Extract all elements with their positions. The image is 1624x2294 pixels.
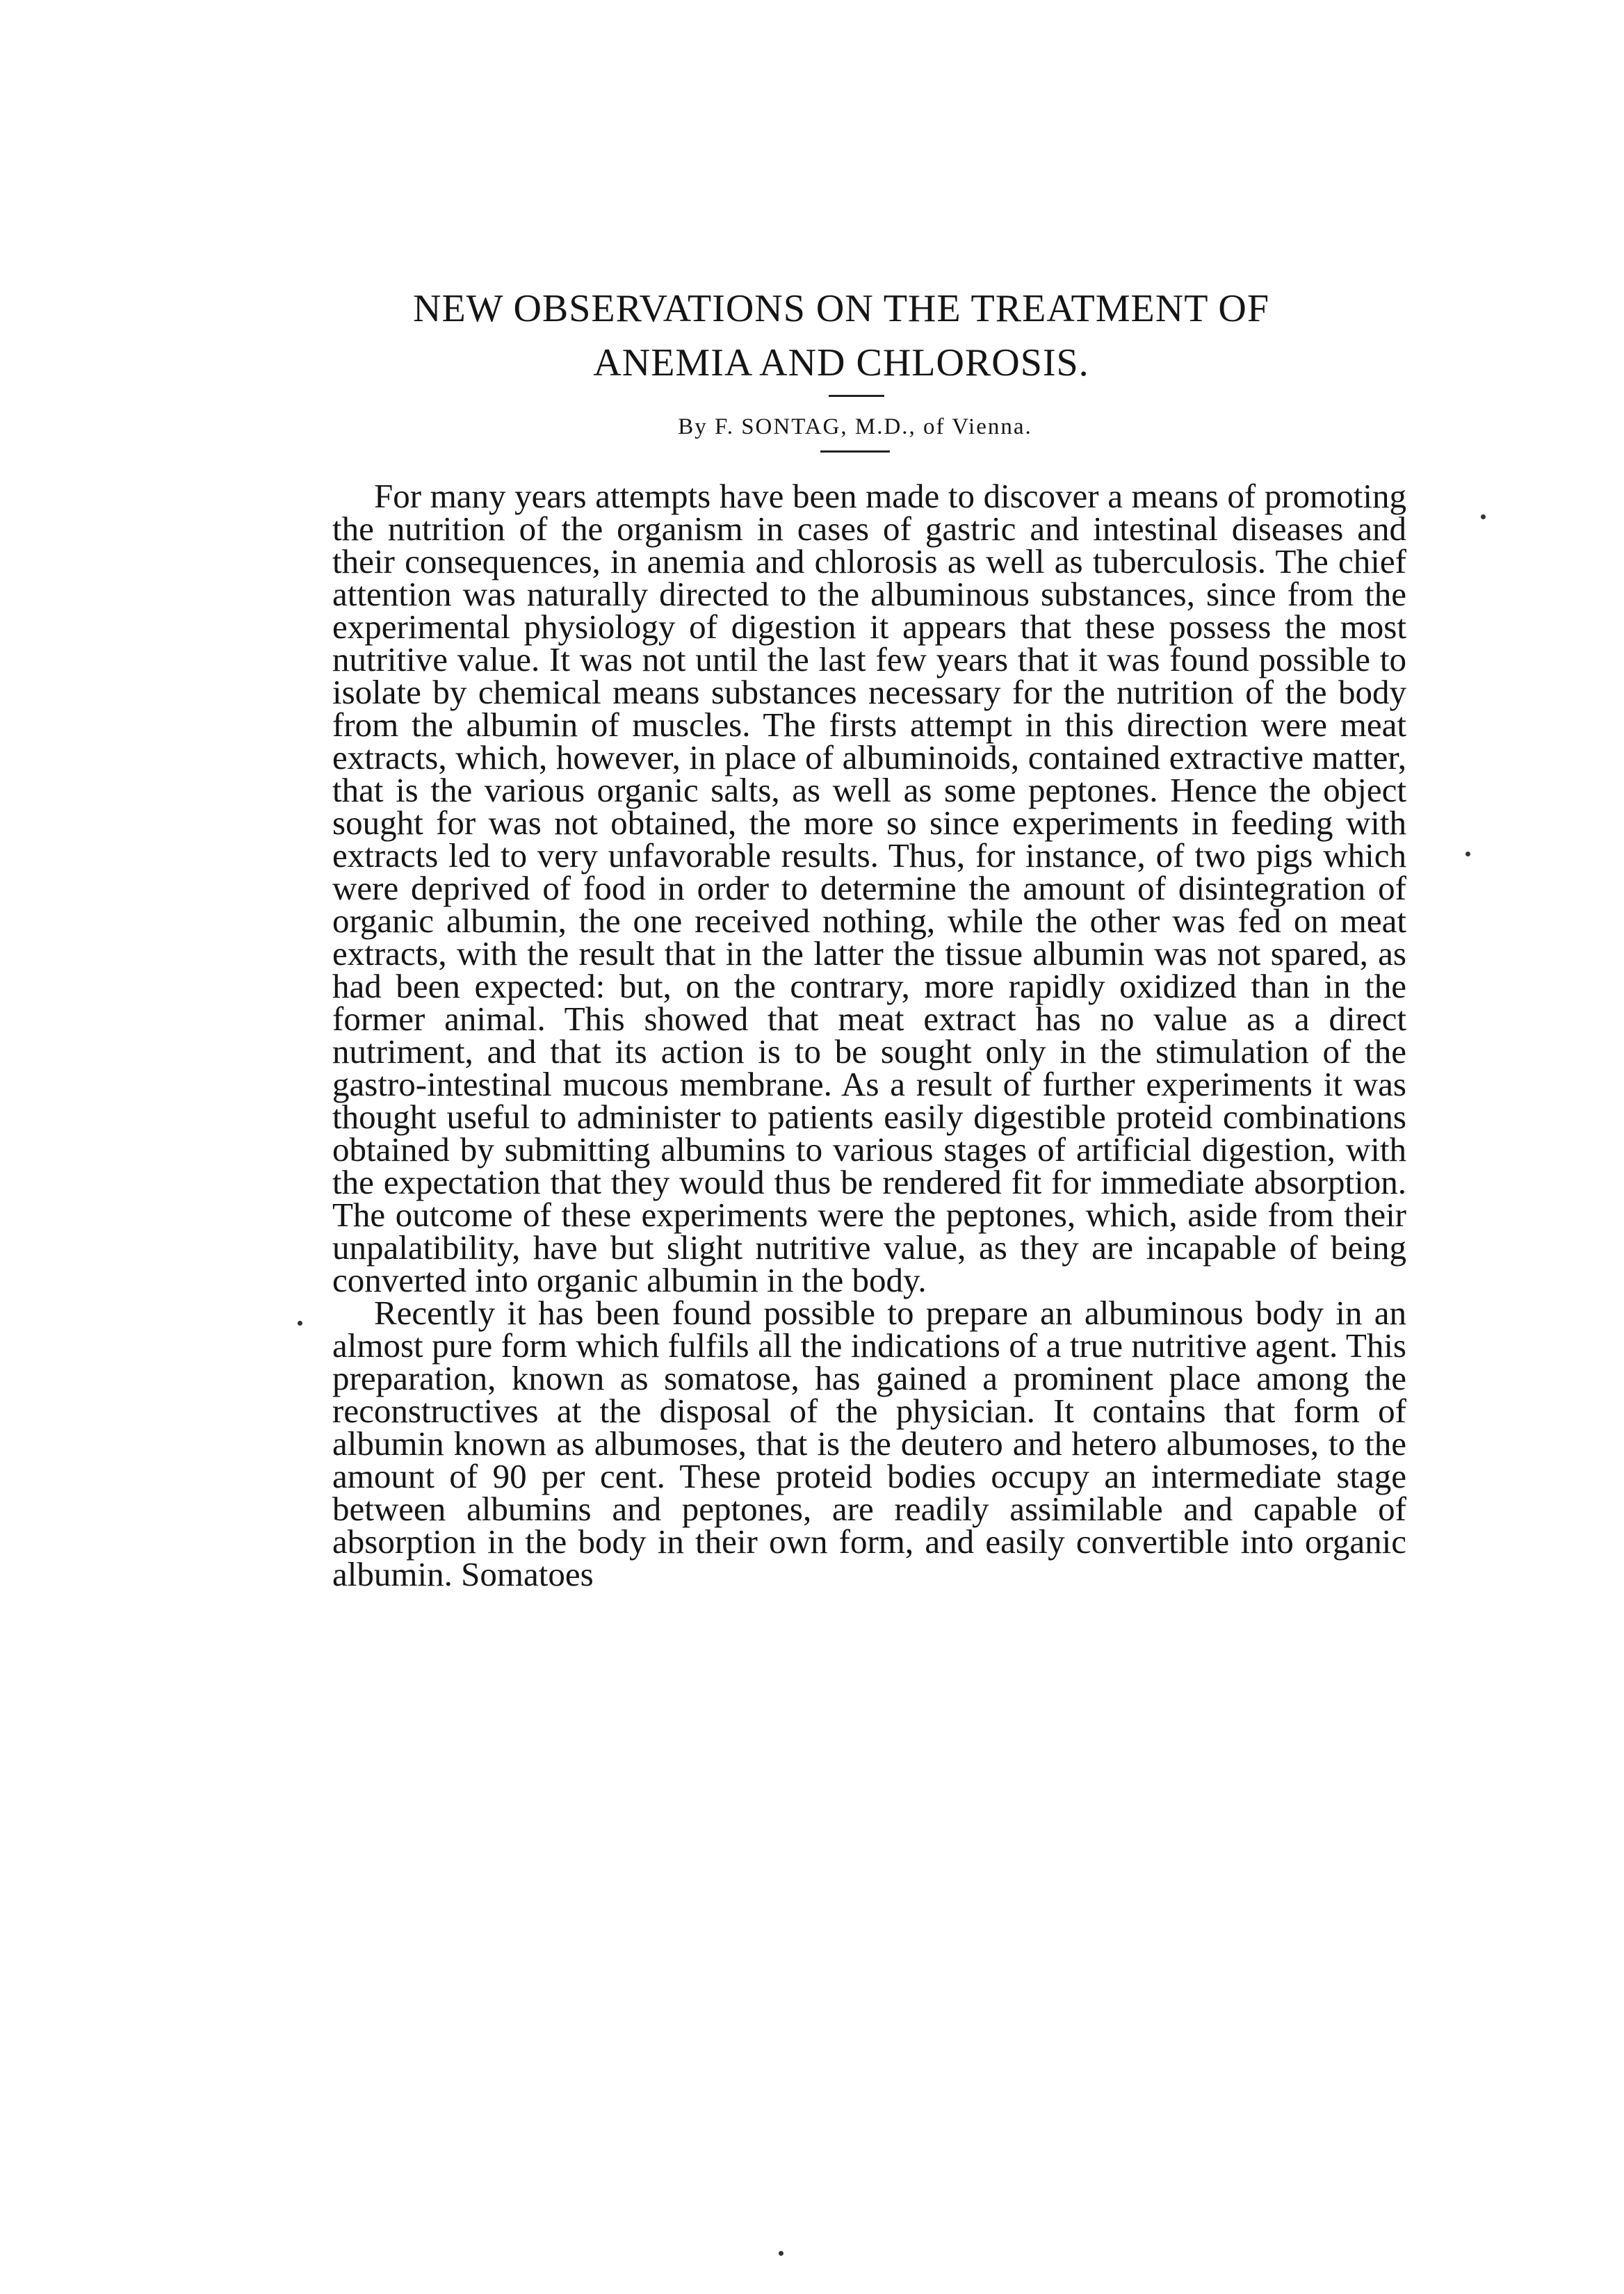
margin-speck [1465, 852, 1470, 856]
article-body [332, 477, 1406, 1593]
title-line-1: NEW OBSERVATIONS ON THE TREATMENT OF [413, 287, 1269, 330]
byline-divider [820, 450, 890, 453]
margin-speck [1481, 514, 1486, 519]
paragraph-1: For many years attempts have been made to discover a means of promoting the nutrition of the organism in cases of gastric and intestinal diseases and their consequences, in anemia and chlorosis as well as tuberculosis. The chief attention was naturally directed to the albuminous substances, since from the experimental physiology of digestion it appears that these possess the most nutritive value. It was not until the last few years that it was found possible to isolate by chemical means substances necessary for the nutrition of the body from the albumin of muscles. The firsts attempt in this direction were meat extracts, which, however, in place of albuminoids, contained extractive matter, that is the various organic salts, as well as some peptones. Hence the object sought for was not obtained, the more so since experiments in feeding with extracts led to very unfavorable results. Thus, for instance, of two pigs which were deprived of food in order to determine the amount of disintegration of organic albumin, the one received nothing, while the other was fed on meat extracts, with the result that in the latter the tissue albumin was not spared, as had been expected: but, on the contrary, more rapidly oxidized than in the former animal. This showed that meat extract has no value as a direct nutriment, and that its action is to be sought only in the stimulation of the gastro-intestinal mucous membrane. As a result of further experiments it was thought useful to administer to patients easily digestible proteid combinations obtained by submitting albumins to various stages of artificial digestion, with the expectation that they would thus be rendered fit for immediate absorption. The outcome of these experiments were the peptones, which, aside from their unpalatibility, have but slight nutritive value, as they are incapable of being converted into organic albumin in the body. [332, 477, 1406, 1299]
margin-speck [298, 1321, 302, 1326]
margin-speck [779, 2251, 783, 2256]
title-line-2: ANEMIA AND CHLOROSIS. [593, 341, 1089, 384]
article-title [278, 282, 1404, 390]
paragraph-2: Recently it has been found possible to prepare an albuminous body in an almost pure form which fulfils all the indications of a true nutritive agent. This preparation, known as somatose, has gained a prominent place among the reconstructives at the disposal of the physician. It contains that form of albumin known as albumoses, that is the deutero and hetero albumoses, to the amount of 90 per cent. These proteid bodies occupy an intermediate stage between albumins and peptones, are readily assimilable and capable of absorption in the body in their own form, and easily convertible into organic albumin. Somatoes [332, 1294, 1406, 1593]
title-divider [829, 395, 884, 397]
author-byline: By F. SONTAG, M.D., of Vienna. [678, 414, 1032, 439]
